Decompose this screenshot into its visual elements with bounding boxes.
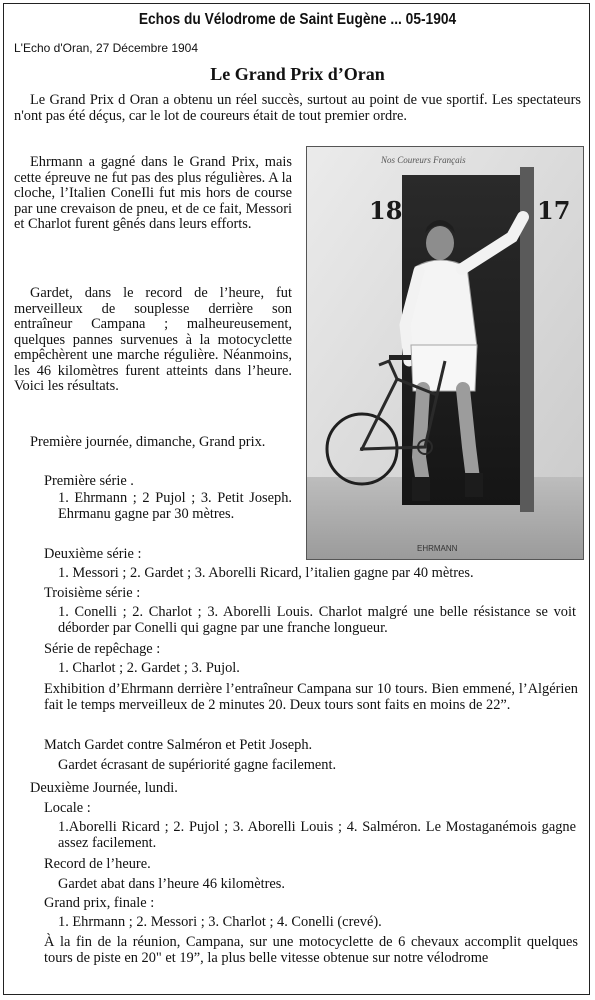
day-two-heading: Deuxième Journée, lundi. [30, 780, 178, 796]
serie3-result: 1. Conelli ; 2. Charlot ; 3. Aborelli Louis. Charlot malgré une belle résistance se voit déborder par Conelli qui gagne par une franche longueur. [58, 604, 576, 636]
final-label: Grand prix, finale : [44, 895, 155, 911]
page-header-title: Echos du Vélodrome de Saint Eugène ... 05-1904 [138, 11, 457, 28]
day-one-heading: Première journée, dimanche, Grand prix. [30, 434, 266, 450]
serie1-label: Première série . [44, 473, 134, 489]
exhibition-paragraph: Exhibition d’Ehrmann derrière l’entraîneur Campana sur 10 tours. Bien emmené, l’Algérien fait le temps merveilleux de 2 minutes 20. Deux tours sont faits en moins de 22”. [44, 681, 578, 713]
record-result: Gardet abat dans l’heure 46 kilomètres. [58, 876, 285, 892]
final-result: 1. Ehrmann ; 2. Messori ; 3. Charlot ; 4. Conelli (crevé). [58, 914, 382, 930]
match-label: Match Gardet contre Salméron et Petit Joseph. [44, 737, 313, 753]
source-line: L'Echo d'Oran, 27 Décembre 1904 [14, 41, 199, 55]
serie1-result: 1. Ehrmann ; 2 Pujol ; 3. Petit Joseph. Ehrmanu gagne par 30 mètres. [58, 490, 292, 522]
record-label: Record de l’heure. [44, 856, 151, 872]
cyclist-photo [306, 146, 584, 560]
article-title: Le Grand Prix d’Oran [210, 64, 385, 84]
photo-caption-bottom: EHRMANN [417, 544, 458, 553]
paragraph-grand-prix: Ehrmann a gagné dans le Grand Prix, mais cette épreuve ne fut pas des plus régulières. A la cloche, l’Italien ConeIli fut mis hors de course par une crevaison de pneu, et de ce fait, Messori et Charlot furent gênés dans leurs efforts. [14, 154, 292, 232]
photo-caption-top: Nos Coureurs Français [381, 155, 466, 165]
serie3-label: Troisième série : [44, 585, 141, 601]
photo-number-left: 18 [369, 196, 403, 225]
serie2-label: Deuxième série : [44, 546, 142, 562]
photo-number-right: 17 [537, 196, 571, 225]
locale-label: Locale : [44, 800, 91, 816]
repechage-result: 1. Charlot ; 2. Gardet ; 3. Pujol. [58, 660, 240, 676]
match-result: Gardet écrasant de supériorité gagne facilement. [58, 757, 337, 773]
intro-paragraph: Le Grand Prix d Oran a obtenu un réel succès, surtout au point de vue sportif. Les spectateurs n'ont pas été déçus, car le lot de coureurs était de tout premier ordre. [14, 92, 581, 124]
closing-paragraph: À la fin de la réunion, Campana, sur une motocyclette de 6 chevaux accomplit quelques tours de piste en 20" et 19”, la plus belle vitesse obtenue sur notre vélodrome [44, 934, 578, 966]
cyclist-photo-illustration [307, 147, 584, 560]
repechage-label: Série de repêchage : [44, 641, 161, 657]
serie2-result: 1. Messori ; 2. Gardet ; 3. Aborelli Ricard, l’italien gagne par 40 mètres. [58, 565, 474, 581]
locale-result: 1.Aborelli Ricard ; 2. Pujol ; 3. Aborelli Louis ; 4. Salméron. Le Mostaganémois gagne assez facilement. [58, 819, 576, 851]
paragraph-record: Gardet, dans le record de l’heure, fut merveilleux de souplesse derrière son entraîneur Campana ; malheureusement, quelques pannes survenues à la motocyclette empêchèrent une marche régulière. Néanmoins, les 46 kilomètres furent atteints dans l’heure. Voici les résultats. [14, 285, 292, 394]
